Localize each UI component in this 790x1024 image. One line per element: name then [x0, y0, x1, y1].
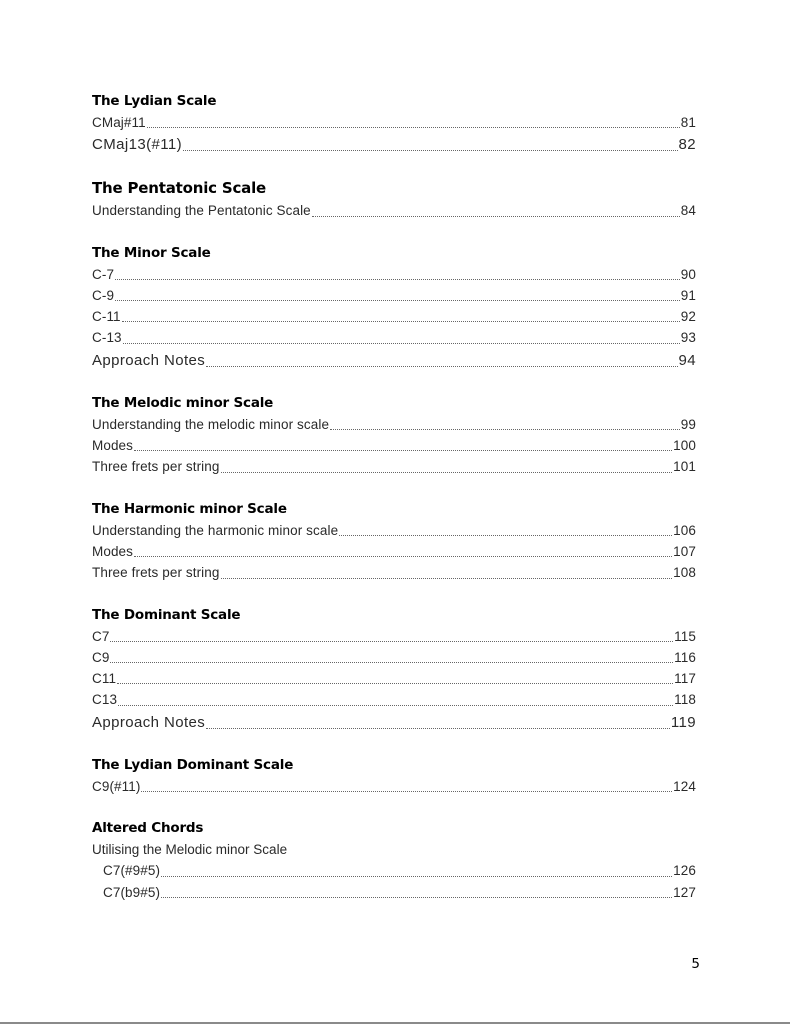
entry-page: 92	[680, 309, 696, 325]
entry-page: 99	[680, 416, 696, 432]
entry-page: 115	[674, 628, 696, 644]
toc-entry[interactable]	[92, 306, 696, 327]
entry-label: Approach Notes	[92, 351, 206, 369]
toc-section-melodic-minor	[92, 393, 696, 478]
entry-page: 101	[673, 459, 696, 475]
entry-page: 91	[680, 287, 696, 303]
entry-label: C9	[92, 649, 110, 665]
section-title: The Harmonic minor Scale	[92, 500, 287, 517]
toc-entry[interactable]	[92, 626, 696, 647]
entry-page: 81	[680, 115, 696, 130]
entry-label: Understanding the harmonic minor scale	[92, 522, 339, 538]
entry-page: 127	[673, 884, 696, 900]
entry-label: C9(#11)	[92, 778, 141, 794]
entry-label: Understanding the melodic minor scale	[92, 416, 330, 432]
entry-label: Modes	[92, 438, 134, 454]
entry-page: 117	[674, 671, 696, 687]
toc-entry[interactable]	[92, 776, 696, 797]
toc-entry[interactable]	[92, 349, 696, 372]
dot-leader	[141, 790, 672, 792]
toc-entry[interactable]	[92, 689, 696, 710]
dot-leader	[330, 428, 680, 430]
dot-leader	[339, 534, 672, 536]
entry-page: 119	[670, 713, 696, 731]
toc-entry[interactable]	[92, 882, 696, 903]
toc-entry[interactable]	[92, 647, 696, 668]
entry-page: 108	[673, 565, 696, 581]
section-title: The Minor Scale	[92, 244, 211, 261]
dot-leader	[115, 299, 680, 301]
toc-section-minor	[92, 243, 696, 372]
section-title: Altered Chords	[92, 820, 204, 837]
entry-page: 94	[678, 351, 696, 369]
entry-label: C11	[92, 671, 117, 687]
entry-label: C-11	[92, 309, 121, 325]
dot-leader	[312, 215, 680, 217]
toc-entry[interactable]	[92, 264, 696, 285]
toc-entry[interactable]	[92, 435, 696, 456]
toc-entry[interactable]	[92, 133, 696, 156]
dot-leader	[117, 682, 673, 684]
entry-page: 118	[674, 692, 696, 708]
dot-leader	[115, 278, 680, 280]
dot-leader	[221, 471, 673, 473]
dot-leader	[134, 555, 672, 557]
entry-page: 106	[673, 522, 696, 538]
dot-leader	[118, 704, 673, 706]
toc-entry[interactable]	[92, 414, 696, 435]
toc-entry[interactable]	[92, 711, 696, 734]
entry-label: C7(b9#5)	[103, 884, 161, 900]
dot-leader	[161, 896, 672, 898]
entry-label: CMaj#11	[92, 115, 146, 130]
section-title: The Melodic minor Scale	[92, 394, 274, 411]
toc-section-dominant	[92, 605, 696, 734]
entry-label: Three frets per string	[92, 459, 220, 475]
toc-section-pentatonic	[92, 177, 696, 221]
entry-label: Three frets per string	[92, 565, 220, 581]
toc-entry[interactable]	[92, 860, 696, 881]
entry-page: 90	[680, 266, 696, 282]
dot-leader	[110, 661, 673, 663]
entry-page: 93	[680, 330, 696, 346]
dot-leader	[110, 640, 673, 642]
dot-leader	[147, 126, 680, 128]
entry-label: C7(#9#5)	[103, 863, 161, 879]
entry-label: C-13	[92, 330, 122, 346]
entry-label: C-9	[92, 287, 115, 303]
entry-page: 124	[673, 778, 696, 794]
dot-leader	[183, 149, 678, 151]
dot-leader	[122, 320, 680, 322]
section-title: The Lydian Scale	[92, 93, 217, 109]
toc-section-lydian	[92, 91, 696, 156]
dot-leader	[123, 342, 680, 344]
section-title: The Dominant Scale	[92, 606, 241, 623]
dot-leader	[206, 727, 670, 729]
entry-page: 116	[674, 649, 696, 665]
toc-entry[interactable]	[92, 668, 696, 689]
toc-section-altered-chords	[92, 818, 696, 903]
toc-entry[interactable]	[92, 112, 696, 133]
toc-section-harmonic-minor	[92, 499, 696, 584]
entry-label: Modes	[92, 543, 134, 559]
table-of-contents	[92, 91, 696, 924]
entry-label: C7	[92, 628, 110, 644]
dot-leader	[206, 365, 677, 367]
dot-leader	[134, 449, 672, 451]
entry-page: 84	[680, 203, 696, 219]
toc-entry[interactable]	[92, 285, 696, 306]
toc-entry[interactable]	[92, 200, 696, 221]
entry-page: 126	[673, 863, 696, 879]
dot-leader	[161, 875, 672, 877]
entry-label: Understanding the Pentatonic Scale	[92, 203, 311, 219]
entry-page: 82	[678, 136, 696, 154]
toc-entry[interactable]	[92, 456, 696, 477]
entry-page: 100	[673, 438, 696, 454]
dot-leader	[221, 577, 673, 579]
section-title: The Lydian Dominant Scale	[92, 756, 294, 773]
entry-label: CMaj13(#11)	[92, 136, 182, 154]
section-subheading: Utilising the Melodic minor Scale	[92, 842, 288, 858]
toc-entry[interactable]	[92, 327, 696, 348]
entry-label: C13	[92, 692, 118, 708]
section-title: The Pentatonic Scale	[92, 179, 266, 198]
toc-entry[interactable]	[92, 541, 696, 562]
entry-label: Approach Notes	[92, 713, 206, 731]
entry-label: C-7	[92, 266, 115, 282]
page-number: 5	[691, 956, 700, 972]
toc-entry[interactable]	[92, 562, 696, 583]
toc-section-lydian-dominant	[92, 755, 696, 797]
toc-entry[interactable]	[92, 520, 696, 541]
entry-page: 107	[673, 543, 696, 559]
